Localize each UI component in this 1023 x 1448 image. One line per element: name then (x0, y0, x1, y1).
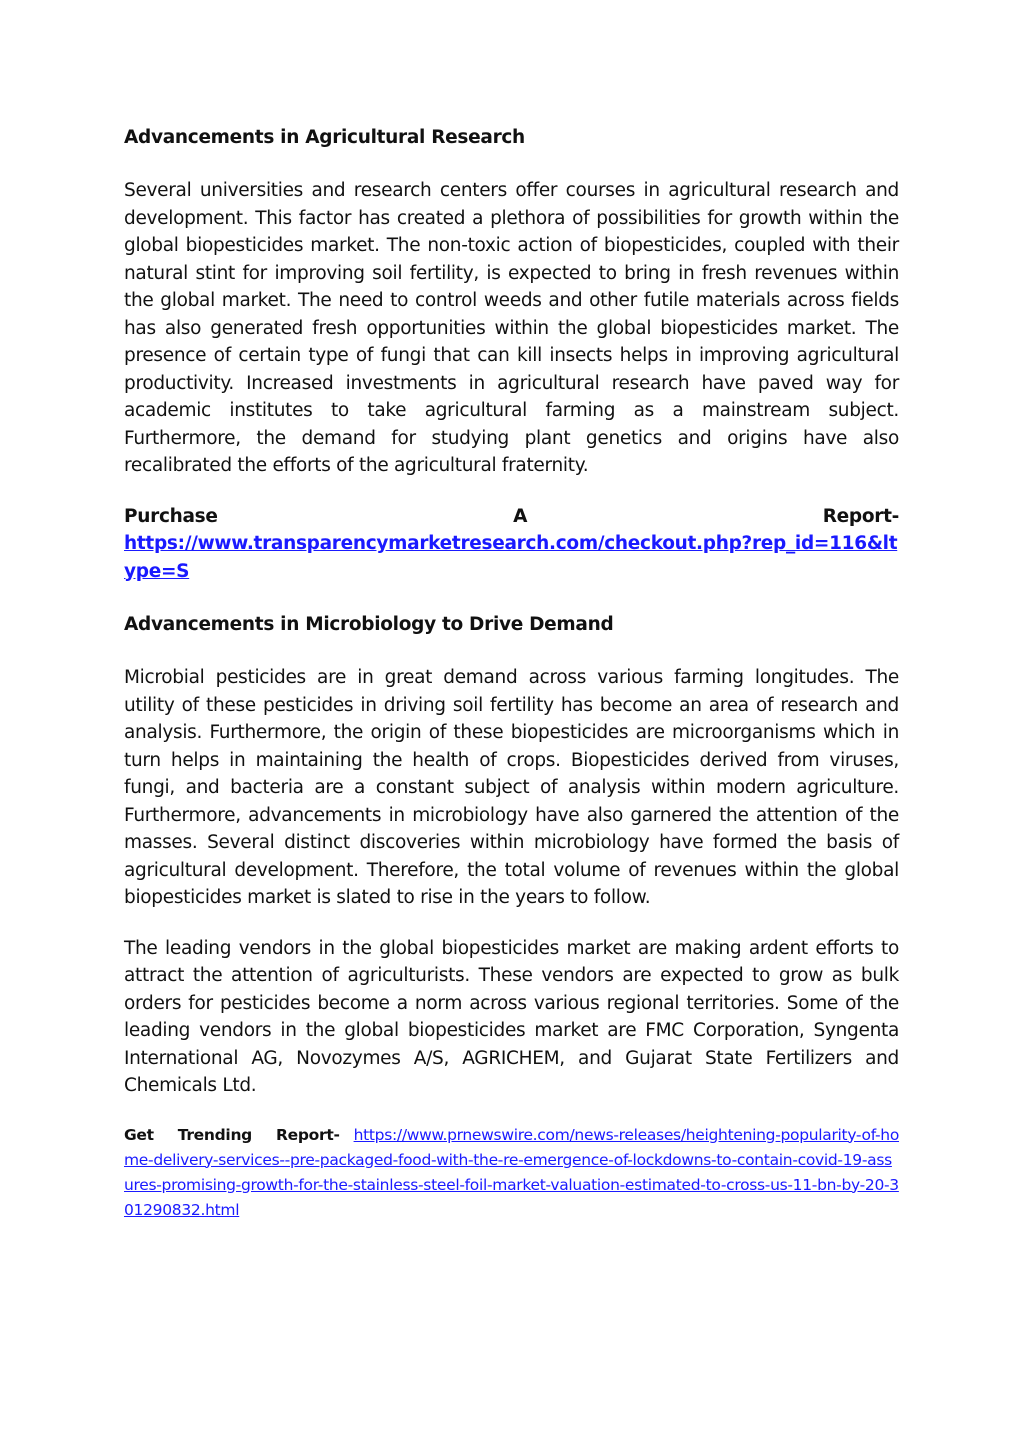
trending-report-label: Get Trending Report- (124, 1125, 340, 1144)
purchase-word: Purchase (124, 505, 218, 527)
purchase-article: A (513, 505, 528, 527)
trending-report-link[interactable]: https://www.prnewswire.com/news-releases/heightening-popularity-of-home-delivery-services--pre-packaged-food-with-the-re-emergence-of-lockdowns-to-contain-covid-19-assures-promising-growth-for-the-stainless-steel-foil-market-valuation-estimated-to-cross-us-11-bn-by-20-301290832.html (124, 1125, 899, 1219)
purchase-report-link[interactable]: https://www.transparencymarketresearch.com/checkout.php?rep_id=116&ltype=S (124, 533, 898, 582)
trending-report-block (124, 1123, 899, 1223)
purchase-label-row (124, 503, 899, 531)
paragraph-microbiology: Microbial pesticides are in great demand across various farming longitudes. The utility of these pesticides in driving soil fertility has become an area of research and analysis. Furthermore, the origin of these biopesticides are microorganisms which in turn helps in maintaining the health of crops. Biopesticides derived from viruses, fungi, and bacteria are a constant subject of analysis within modern agriculture. Furthermore, advancements in microbiology have also garnered the attention of the masses. Several distinct discoveries within microbiology have formed the basis of agricultural development. Therefore, the total volume of revenues within the global biopesticides market is slated to rise in the years to follow. (124, 667, 899, 908)
paragraph-agricultural-research: Several universities and research centers offer courses in agricultural research and development. This factor has created a plethora of possibilities for growth within the global biopesticides market. The non-toxic action of biopesticides, coupled with their natural stint for improving soil fertility, is expected to bring in fresh revenues within the global market. The need to control weeds and other futile materials across fields has also generated fresh opportunities within the global biopesticides market. The presence of certain type of fungi that can kill insects helps in improving agricultural productivity. Increased investments in agricultural research have paved way for academic institutes to take agricultural farming as a mainstream subject. Furthermore, the demand for studying plant genetics and origins have also recalibrated the efforts of the agricultural fraternity. (124, 180, 899, 476)
purchase-report-label: Report- (822, 505, 899, 527)
section-heading-agricultural-research: Advancements in Agricultural Research (124, 127, 525, 148)
purchase-report-block (124, 503, 899, 586)
paragraph-leading-vendors: The leading vendors in the global biopesticides market are making ardent efforts to attract the attention of agriculturists. These vendors are expected to grow as bulk orders for pesticides become a norm across various regional territories. Some of the leading vendors in the global biopesticides market are FMC Corporation, Syngenta International AG, Novozymes A/S, AGRICHEM, and Gujarat State Fertilizers and Chemicals Ltd. (124, 937, 899, 1096)
section-heading-microbiology: Advancements in Microbiology to Drive Demand (124, 614, 614, 635)
document-page (124, 124, 899, 1223)
